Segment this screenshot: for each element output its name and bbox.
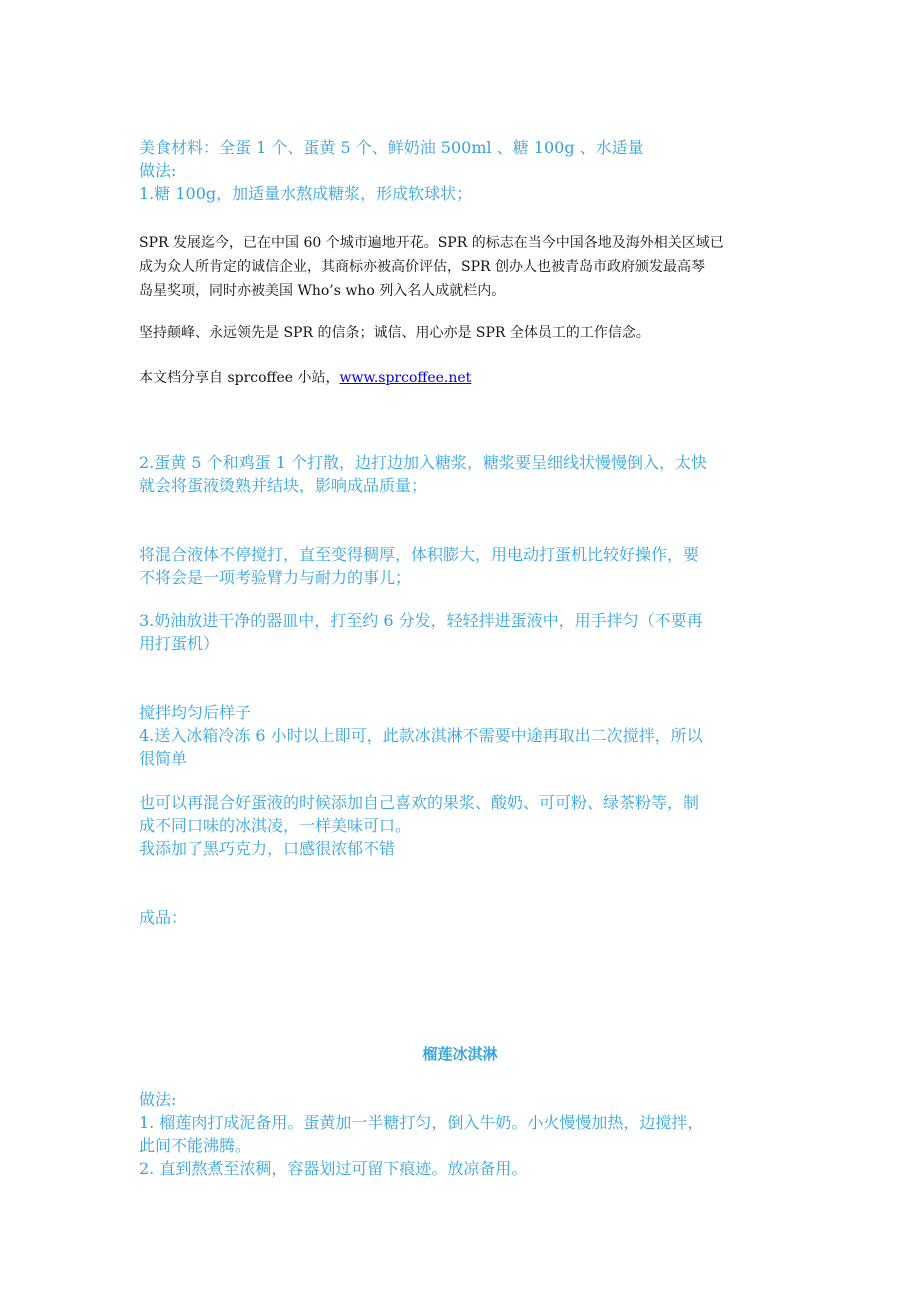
ingredients-line: 美食材料：全蛋 1 个、蛋黄 5 个、鲜奶油 500ml 、糖 100g 、水适量 bbox=[139, 138, 644, 157]
method-label: 做法: bbox=[139, 161, 177, 180]
promo-line: 岛星奖项，同时亦被美国 Who’s who 列入名人成就栏内。 bbox=[139, 283, 506, 299]
variation-line: 我添加了黑巧克力，口感很浓郁不错 bbox=[139, 839, 396, 858]
variation-note bbox=[139, 791, 784, 860]
step-4-block bbox=[139, 701, 784, 770]
step-2-line: 2.蛋黄 5 个和鸡蛋 1 个打散，边打边加入糖浆，糖浆要呈细线状慢慢倒入，太快 bbox=[139, 453, 707, 472]
step-3-line: 3.奶油放进干净的器皿中，打至约 6 分发，轻轻拌进蛋液中，用手拌匀（不要再 bbox=[139, 611, 703, 630]
promo-paragraph-2 bbox=[139, 321, 784, 345]
recipe2-step: 2. 直到熬煮至浓稠，容器划过可留下痕迹。放凉备用。 bbox=[139, 1159, 528, 1178]
step-4-line: 4.送入冰箱冷冻 6 小时以上即可，此款冰淇淋不需要中途再取出二次搅拌，所以 bbox=[139, 726, 703, 745]
mixed-caption: 搅拌均匀后样子 bbox=[139, 703, 252, 722]
result-block bbox=[139, 906, 784, 929]
sprcoffee-link[interactable]: www.sprcoffee.net bbox=[339, 370, 472, 386]
variation-line: 也可以再混合好蛋液的时候添加自己喜欢的果浆、酸奶、可可粉、绿茶粉等，制 bbox=[139, 793, 700, 812]
beat-note bbox=[139, 543, 784, 589]
recipe1-intro bbox=[139, 136, 784, 205]
recipe2-body bbox=[139, 1088, 784, 1180]
promo-paragraph-1 bbox=[139, 231, 784, 303]
beat-note-line: 将混合液体不停搅打，直至变得稠厚，体积膨大，用电动打蛋机比较好操作，要 bbox=[139, 545, 700, 564]
step-3-line: 用打蛋机） bbox=[139, 634, 220, 653]
promo-line: 成为众人所肯定的诚信企业，其商标亦被高价评估，SPR 创办人也被青岛市政府颁发最高琴 bbox=[139, 259, 705, 275]
step-1: 1.糖 100g，加适量水熬成糖浆，形成软球状； bbox=[139, 184, 473, 203]
promo-motto: 坚持颠峰、永远领先是 SPR 的信条；诚信、用心亦是 SPR 全体员工的工作信念。 bbox=[139, 325, 650, 341]
promo-line: SPR 发展迄今，已在中国 60 个城市遍地开花。SPR 的标志在当今中国各地及海外相关区域已 bbox=[139, 235, 724, 251]
recipe2-step: 1. 榴莲肉打成泥备用。蛋黄加一半糖打匀，倒入牛奶。小火慢慢加热，边搅拌， bbox=[139, 1113, 704, 1132]
share-line bbox=[139, 366, 784, 390]
beat-note-line: 不将会是一项考验臂力与耐力的事儿； bbox=[139, 568, 412, 587]
step-2-line: 就会将蛋液烫熟并结块，影响成品质量； bbox=[139, 476, 428, 495]
step-3 bbox=[139, 609, 784, 655]
recipe2-step: 此间不能沸腾。 bbox=[139, 1136, 252, 1155]
share-prefix: 本文档分享自 sprcoffee 小站， bbox=[139, 370, 340, 386]
recipe2-method-label: 做法: bbox=[139, 1090, 177, 1109]
variation-line: 成不同口味的冰淇凌，一样美味可口。 bbox=[139, 816, 412, 835]
recipe2-title: 榴莲冰淇淋 bbox=[422, 1045, 498, 1063]
step-4-line: 很简单 bbox=[139, 749, 188, 768]
step-2 bbox=[139, 451, 784, 497]
result-label: 成品： bbox=[139, 908, 188, 927]
